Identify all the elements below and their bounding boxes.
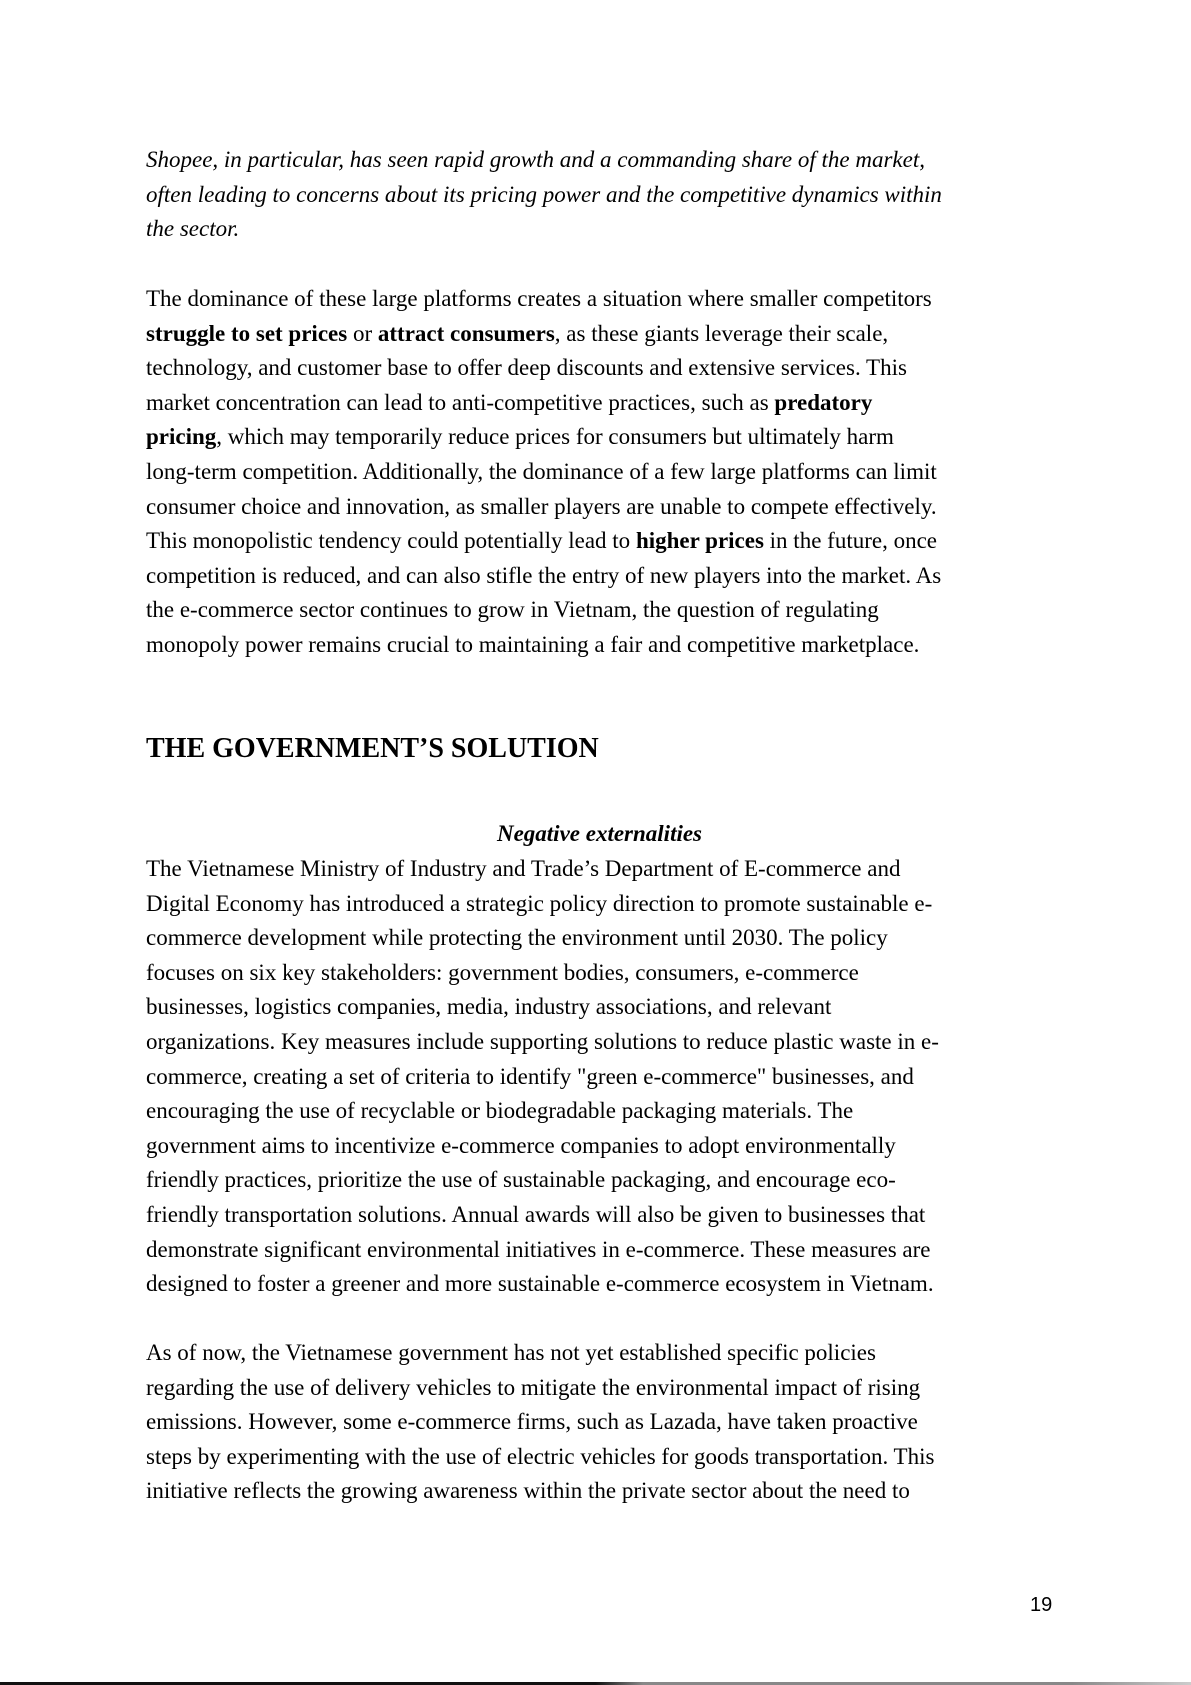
text-line	[146, 593, 1076, 628]
text-run: long-term competition. Additionally, the dominance of a few large platforms can limit	[146, 458, 937, 484]
text-run: This monopolistic tendency could potentially lead to	[146, 528, 636, 554]
text-run: commerce, creating a set of criteria to identify "green e-commerce" businesses, and	[146, 1063, 914, 1089]
text-run: Digital Economy has introduced a strategic policy direction to promote sustainable e-	[146, 890, 933, 916]
text-run: consumer choice and innovation, as smaller players are unable to compete effectively.	[146, 493, 937, 519]
text-line	[146, 1440, 1076, 1475]
text-line	[146, 1198, 1076, 1233]
text-line	[146, 282, 1076, 317]
page-number: 19	[1030, 1594, 1053, 1616]
text-line	[146, 212, 1076, 247]
text-run: steps by experimenting with the use of electric vehicles for goods transportation. This	[146, 1443, 935, 1469]
text-run: organizations. Key measures include supporting solutions to reduce plastic waste in e-	[146, 1028, 939, 1054]
text-run: competition is reduced, and can also stifle the entry of new players into the market. As	[146, 562, 942, 588]
text-line	[146, 1405, 1076, 1440]
text-line	[146, 628, 1076, 663]
subheading: Negative externalities	[496, 821, 703, 846]
text-run: the sector.	[146, 216, 240, 242]
text-line	[146, 1094, 1076, 1129]
text-run: emissions. However, some e-commerce firms, such as Lazada, have taken proactive	[146, 1409, 918, 1435]
text-run: market concentration can lead to anti-competitive practices, such as	[146, 389, 775, 415]
text-run: encouraging the use of recyclable or biodegradable packaging materials. The	[146, 1098, 854, 1124]
text-run: As of now, the Vietnamese government has not yet established specific policies	[146, 1340, 876, 1365]
text-line	[146, 1129, 1076, 1164]
text-line	[146, 143, 1076, 178]
text-line	[146, 1336, 1076, 1371]
text-line	[146, 1060, 1076, 1095]
text-run: friendly transportation solutions. Annual awards will also be given to businesses that	[146, 1201, 926, 1227]
text-line	[146, 524, 1076, 559]
paragraph-delivery-vehicles	[146, 1336, 1076, 1509]
text-line	[146, 1371, 1076, 1406]
text-run: businesses, logistics companies, media, industry associations, and relevant	[146, 994, 832, 1020]
text-run: regarding the use of delivery vehicles to mitigate the environmental impact of rising	[146, 1374, 921, 1400]
text-line	[146, 351, 1076, 386]
text-line	[146, 1163, 1076, 1198]
text-run: monopoly power remains crucial to maintaining a fair and competitive marketplace.	[146, 631, 920, 657]
text-run: government aims to incentivize e-commerce companies to adopt environmentally	[146, 1132, 896, 1158]
text-run: Shopee, in particular, has seen rapid growth and a commanding share of the market,	[146, 147, 925, 172]
text-line	[146, 317, 1076, 352]
section-heading: THE GOVERNMENT’S SOLUTION	[146, 733, 599, 764]
text-line	[146, 990, 1076, 1025]
text-run: , which may temporarily reduce prices for consumers but ultimately harm	[216, 424, 894, 450]
bold-text: pricing	[146, 424, 217, 450]
bold-text: predatory	[774, 389, 873, 415]
bold-text: struggle to set prices	[146, 320, 348, 346]
bold-text: attract consumers	[377, 320, 555, 346]
text-line	[146, 386, 1076, 421]
text-run: the e-commerce sector continues to grow in Vietnam, the question of regulating	[146, 597, 879, 623]
text-line	[146, 1233, 1076, 1268]
text-run: , as these giants leverage their scale,	[554, 320, 889, 346]
text-line	[146, 956, 1076, 991]
text-line	[146, 1267, 1076, 1302]
bold-text: higher prices	[635, 528, 764, 554]
text-run: designed to foster a greener and more sustainable e-commerce ecosystem in Vietnam.	[146, 1271, 934, 1297]
paragraph-platform-dominance	[146, 282, 1076, 663]
text-line	[146, 455, 1076, 490]
text-line	[146, 887, 1076, 922]
text-line	[146, 490, 1076, 525]
text-line	[146, 420, 1076, 455]
text-run: The dominance of these large platforms creates a situation where smaller competitors	[146, 286, 932, 311]
text-line	[146, 921, 1076, 956]
text-run: initiative reflects the growing awareness within the private sector about the need to	[146, 1478, 910, 1504]
text-run: commerce development while protecting the environment until 2030. The policy	[146, 925, 888, 951]
text-line	[146, 178, 1076, 213]
text-run: technology, and customer base to offer deep discounts and extensive services. This	[146, 355, 907, 381]
text-line	[146, 559, 1076, 594]
text-line	[146, 1025, 1076, 1060]
text-run: focuses on six key stakeholders: government bodies, consumers, e-commerce	[146, 959, 859, 985]
text-run: friendly practices, prioritize the use of sustainable packaging, and encourage eco-	[146, 1167, 896, 1193]
paragraph-ministry-policy	[146, 852, 1076, 1302]
text-line	[146, 852, 1076, 887]
text-run: The Vietnamese Ministry of Industry and Trade’s Department of E-commerce and	[146, 856, 901, 881]
text-run: often leading to concerns about its pricing power and the competitive dynamics within	[146, 181, 942, 207]
text-run: in the future, once	[763, 528, 937, 554]
text-run: demonstrate significant environmental initiatives in e-commerce. These measures are	[146, 1236, 931, 1262]
text-line	[146, 1474, 1076, 1509]
text-run: or	[347, 320, 378, 346]
paragraph-shopee	[146, 143, 1076, 247]
